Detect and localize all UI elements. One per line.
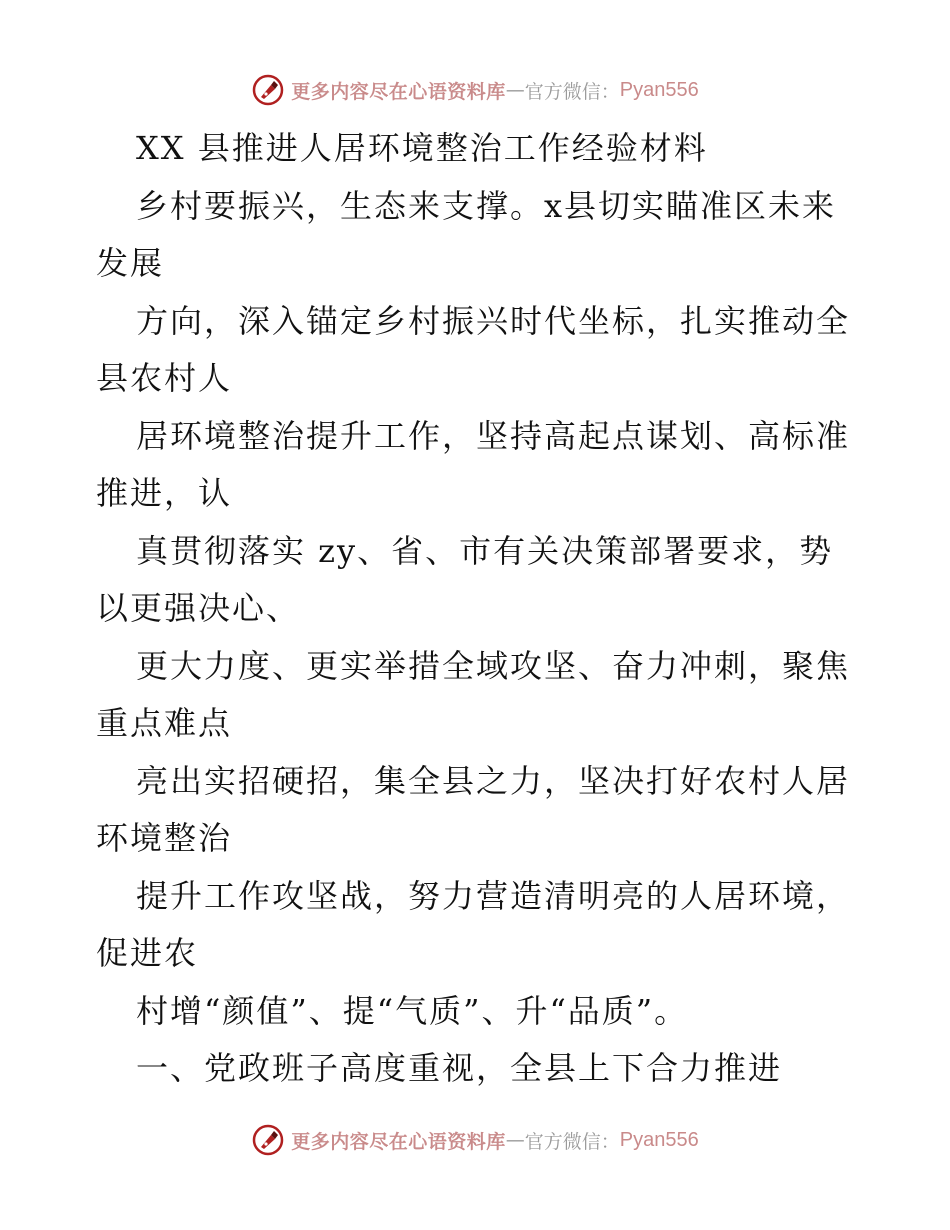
footer-slogan: 更多内容尽在心语资料库 (291, 1130, 506, 1153)
paragraph-line: 环境整治 (96, 819, 233, 857)
footer-wechat-label: 官方微信： (524, 1130, 620, 1153)
footer-wechat-id: Pyan556 (619, 1128, 699, 1151)
footer-separator: — (505, 1129, 525, 1151)
paragraph-line: 促进农 (96, 934, 199, 972)
paragraph-line: 推进，认 (96, 474, 233, 512)
paragraph-line: 亮出实招硬招，集全县之力，坚决打好农村人居 (136, 761, 851, 800)
paragraph-line: 以更强决心、 (96, 589, 301, 627)
pen-nib-logo-icon (251, 73, 285, 107)
footer-banner (0, 1118, 950, 1162)
paragraph-line: 更大力度、更实举措全域攻坚、奋力冲刺，聚焦 (136, 646, 851, 685)
header-wechat-id: Pyan556 (619, 78, 699, 101)
paragraph-line: 发展 (96, 244, 165, 282)
paragraph-line: 居环境整治提升工作，坚持高起点谋划、高标准 (136, 416, 851, 455)
paragraph-line: 真贯彻落实 zy、省、市有关决策部署要求，势 (136, 531, 834, 570)
header-wechat-label: 官方微信： (524, 80, 620, 103)
paragraph-line: 方向，深入锚定乡村振兴时代坐标，扎实推动全 (136, 301, 851, 340)
header-separator: — (505, 79, 525, 101)
paragraph-line: 重点难点 (96, 704, 233, 742)
header-slogan: 更多内容尽在心语资料库 (291, 80, 506, 103)
document-body (96, 120, 866, 1098)
header-banner (0, 68, 950, 112)
pen-nib-logo-icon (251, 1123, 285, 1157)
paragraph-line: 村增“颜值”、提“气质”、升“品质”。 (136, 991, 689, 1030)
paragraph-line: 乡村要振兴，生态来支撑。x县切实瞄准区未来 (136, 186, 837, 225)
paragraph-line: 提升工作攻坚战，努力营造清明亮的人居环境， (136, 876, 851, 915)
paragraph-line: 县农村人 (96, 359, 233, 397)
document-title: XX 县推进人居环境整治工作经验材料 (136, 129, 708, 167)
section-heading: 一、党政班子高度重视，全县上下合力推进 (136, 1049, 783, 1087)
